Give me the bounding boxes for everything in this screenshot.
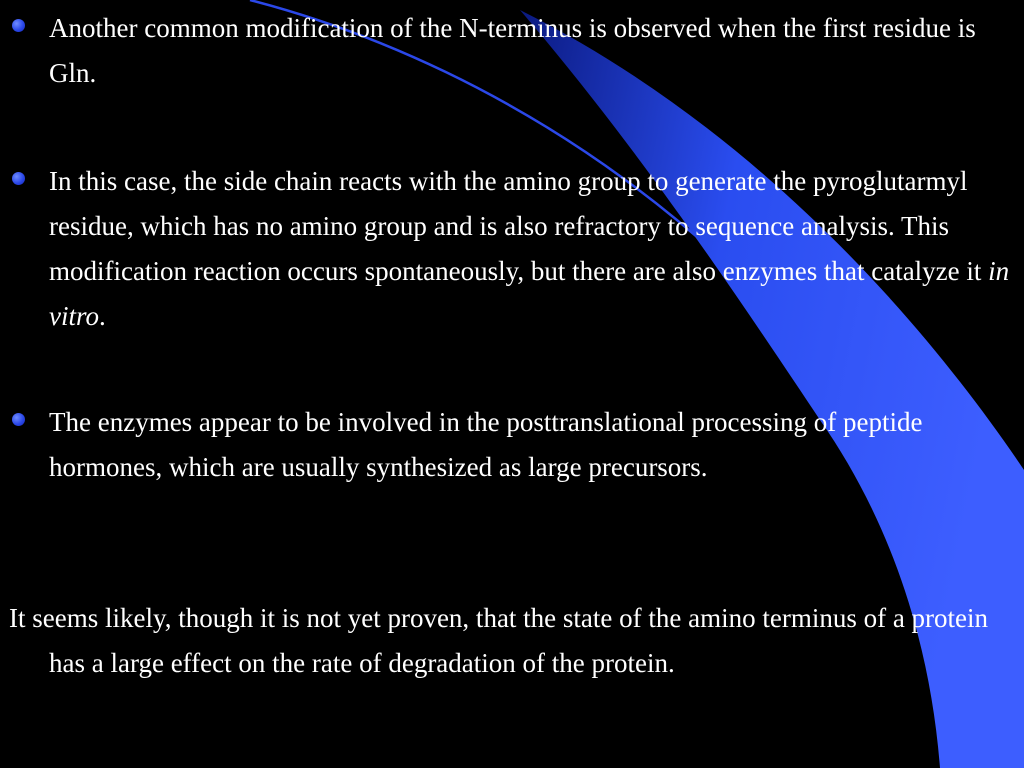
bullet-dot-icon xyxy=(12,19,25,32)
bullet-text-end: . xyxy=(99,301,106,331)
closing-paragraph-text: It seems likely, though it is not yet proven, that the state of the amino terminus of a protein has a large effect on the rate of degradation of the protein. xyxy=(9,603,989,678)
bullet-dot-icon xyxy=(12,172,25,185)
bullet-text: Another common modification of the N-terminus is observed when the first residue is Gln. xyxy=(49,13,976,88)
bullet-dot-icon xyxy=(12,413,25,426)
bullet-text xyxy=(49,159,1014,339)
bullet-text-italic: in vitro xyxy=(49,256,1010,331)
bullet-text: The enzymes appear to be involved in the posttranslational processing of peptide hormones, which are usually synthesized as large precursors. xyxy=(49,407,923,482)
bullet-text-main: In this case, the side chain reacts with the amino group to generate the pyroglutarmyl residue, which has no amino group and is also refractory to sequence analysis. This modification reaction occurs spontaneously, but there are also enzymes that catalyze it xyxy=(49,166,989,286)
closing-paragraph xyxy=(0,596,1015,686)
